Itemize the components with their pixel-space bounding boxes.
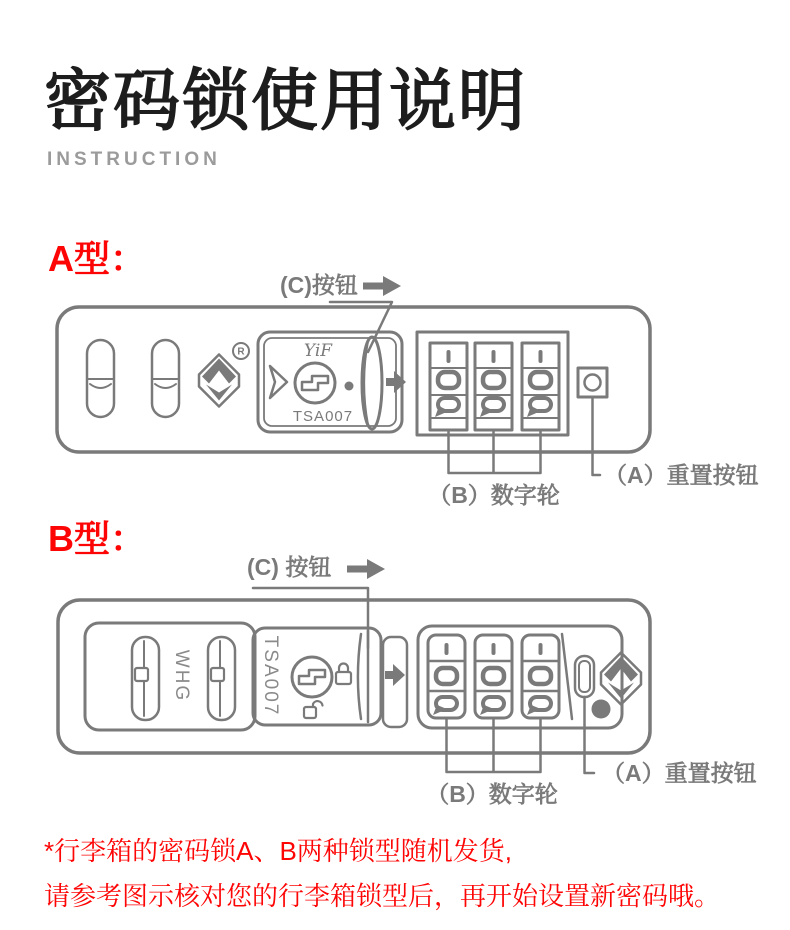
open-padlock-icon — [304, 701, 323, 718]
footnote-line-1: *行李箱的密码锁A、B两种锁型随机发货, — [44, 836, 513, 866]
footnote-line-2: 请参考图示核对您的行李箱锁型后，再开始设置新密码哦。 — [44, 881, 721, 911]
lock-b-button-label: (C) 按钮 — [247, 554, 332, 580]
lock-b-heading: B型： — [48, 518, 146, 559]
indicator-dot — [592, 700, 611, 719]
lock-a-reset-label: （A）重置按钮 — [604, 462, 759, 488]
lock-b-reset-label: （A）重置按钮 — [602, 760, 757, 786]
lock-a-body — [57, 307, 650, 452]
svg-text:R: R — [237, 346, 245, 358]
lock-a-diagram — [0, 268, 790, 514]
indicator-dot — [345, 382, 354, 391]
pointer-line-wheels — [447, 718, 541, 772]
lock-a-wheels-label: （B）数字轮 — [428, 482, 560, 508]
lock-b-diagram — [0, 545, 790, 821]
wheels-panel — [418, 626, 622, 728]
pointer-line-reset — [593, 397, 601, 475]
hollow-arrow-icon — [270, 366, 287, 398]
lock-a-heading: A型： — [48, 238, 146, 279]
brand-text: YiF — [303, 341, 333, 361]
side-text: WHG — [171, 649, 192, 703]
model-text: TSA007 — [260, 635, 281, 717]
button-lens — [362, 337, 382, 429]
page-subtitle: INSTRUCTION — [47, 149, 221, 170]
page-title: 密码锁使用说明 — [44, 64, 527, 139]
pointer-line-button — [330, 302, 392, 352]
lock-a-button-label: (C)按钮 — [280, 272, 358, 298]
panel-fold-line — [562, 634, 572, 719]
reset-button — [575, 656, 594, 697]
lock-b-wheels-label: （B）数字轮 — [426, 781, 558, 807]
closed-padlock-icon — [336, 664, 351, 685]
registered-trademark-icon — [233, 343, 249, 359]
button-lens — [358, 631, 368, 722]
reset-button — [578, 368, 607, 397]
model-text: TSA007 — [292, 408, 354, 425]
